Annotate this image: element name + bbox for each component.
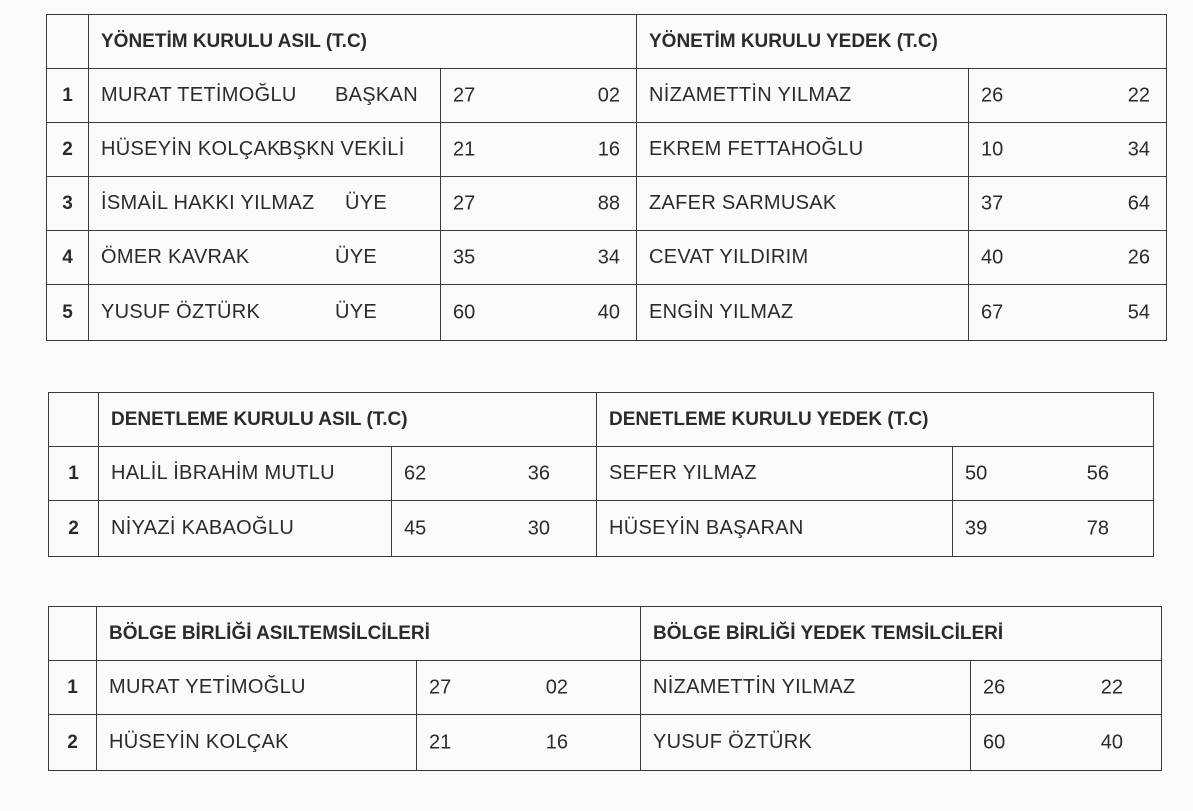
number-header-cell <box>47 15 89 69</box>
yonetim-yedek-title: YÖNETİM KURULU YEDEK (T.C) <box>637 15 1167 69</box>
row-number: 3 <box>47 177 89 231</box>
table-row <box>47 231 1167 285</box>
tc-suffix: 54 <box>1127 301 1151 323</box>
number-header-cell <box>49 393 99 447</box>
asil-member-cell <box>89 285 441 341</box>
tc-prefix: 26 <box>981 84 1004 106</box>
tc-suffix: 02 <box>545 676 569 698</box>
tc-suffix: 30 <box>527 517 551 539</box>
tc-suffix: 34 <box>597 246 620 268</box>
asil-tc-cell <box>441 285 637 341</box>
asil-member-name: HÜSEYİN KOLÇAK <box>97 715 417 771</box>
row-number: 2 <box>49 501 99 557</box>
yedek-tc-cell <box>969 285 1167 341</box>
tc-prefix: 62 <box>404 462 427 484</box>
yedek-tc-cell <box>969 231 1167 285</box>
yedek-tc-cell <box>953 447 1154 501</box>
tc-prefix: 60 <box>453 301 476 323</box>
yonetim-asil-title: YÖNETİM KURULU ASIL (T.C) <box>89 15 637 69</box>
yedek-tc-cell <box>969 177 1167 231</box>
member-name: HÜSEYİN KOLÇAK <box>101 138 281 160</box>
member-name: ÖMER KAVRAK <box>101 246 250 268</box>
table-row <box>47 285 1167 341</box>
tc-prefix: 10 <box>981 138 1004 160</box>
tc-suffix: 40 <box>1100 731 1124 753</box>
tc-suffix: 02 <box>597 84 620 106</box>
tc-suffix: 22 <box>1127 84 1151 106</box>
member-name: İSMAİL HAKKI YILMAZ <box>101 192 315 214</box>
yedek-member-name: ZAFER SARMUSAK <box>637 177 969 231</box>
tc-prefix: 27 <box>453 84 476 106</box>
yedek-tc-cell <box>969 123 1167 177</box>
tc-prefix: 35 <box>453 246 476 268</box>
tc-suffix: 22 <box>1100 676 1124 698</box>
row-number: 1 <box>47 69 89 123</box>
table-row <box>49 447 1154 501</box>
table-header-row <box>49 607 1162 661</box>
asil-member-cell <box>89 69 441 123</box>
member-role: ÜYE <box>335 301 378 323</box>
tc-suffix: 56 <box>1086 462 1110 484</box>
denetleme-yedek-title: DENETLEME KURULU YEDEK (T.C) <box>597 393 1154 447</box>
row-number: 2 <box>47 123 89 177</box>
asil-member-cell <box>89 177 441 231</box>
table-row <box>49 501 1154 557</box>
bolge-birligi-table <box>48 606 1162 771</box>
asil-tc-cell <box>441 177 637 231</box>
tc-suffix: 64 <box>1127 192 1151 214</box>
yedek-tc-cell <box>969 69 1167 123</box>
table-header-row <box>49 393 1154 447</box>
yedek-tc-cell <box>971 661 1162 715</box>
yedek-member-name: YUSUF ÖZTÜRK <box>641 715 971 771</box>
yedek-member-name: NİZAMETTİN YILMAZ <box>637 69 969 123</box>
member-name: MURAT TETİMOĞLU <box>101 84 297 106</box>
tc-prefix: 21 <box>453 138 476 160</box>
member-role: BŞKN VEKİLİ <box>279 138 405 160</box>
denetleme-kurulu-table <box>48 392 1154 557</box>
asil-member-cell <box>89 123 441 177</box>
yedek-member-name: HÜSEYİN BAŞARAN <box>597 501 953 557</box>
member-role: ÜYE <box>335 246 378 268</box>
tc-prefix: 60 <box>983 731 1006 753</box>
row-number: 2 <box>49 715 97 771</box>
asil-member-name: NİYAZİ KABAOĞLU <box>99 501 392 557</box>
tc-suffix: 16 <box>597 138 620 160</box>
tc-prefix: 45 <box>404 517 427 539</box>
tc-prefix: 37 <box>981 192 1004 214</box>
yonetim-kurulu-table <box>46 14 1167 341</box>
tc-suffix: 34 <box>1127 138 1151 160</box>
asil-member-name: MURAT YETİMOĞLU <box>97 661 417 715</box>
yedek-tc-cell <box>971 715 1162 771</box>
tc-suffix: 78 <box>1086 517 1110 539</box>
asil-tc-cell <box>417 661 641 715</box>
yedek-member-name: EKREM FETTAHOĞLU <box>637 123 969 177</box>
table-header-row <box>47 15 1167 69</box>
tc-prefix: 21 <box>429 731 452 753</box>
member-name: YUSUF ÖZTÜRK <box>101 301 261 323</box>
bolge-asil-title: BÖLGE BİRLİĞİ ASILTEMSİLCİLERİ <box>97 607 641 661</box>
member-role: BAŞKAN <box>335 84 418 106</box>
member-role: ÜYE <box>345 192 388 214</box>
asil-tc-cell <box>392 447 597 501</box>
yedek-member-name: NİZAMETTİN YILMAZ <box>641 661 971 715</box>
asil-tc-cell <box>441 231 637 285</box>
tc-prefix: 40 <box>981 246 1004 268</box>
number-header-cell <box>49 607 97 661</box>
yedek-member-name: SEFER YILMAZ <box>597 447 953 501</box>
bolge-yedek-title: BÖLGE BİRLİĞİ YEDEK TEMSİLCİLERİ <box>641 607 1162 661</box>
tc-suffix: 26 <box>1127 246 1151 268</box>
yedek-member-name: CEVAT YILDIRIM <box>637 231 969 285</box>
tc-suffix: 40 <box>597 301 620 323</box>
tc-prefix: 39 <box>965 517 988 539</box>
table-row <box>49 661 1162 715</box>
tc-suffix: 88 <box>597 192 620 214</box>
asil-tc-cell <box>392 501 597 557</box>
asil-tc-cell <box>441 69 637 123</box>
tc-prefix: 26 <box>983 676 1006 698</box>
row-number: 4 <box>47 231 89 285</box>
asil-tc-cell <box>441 123 637 177</box>
denetleme-asil-title: DENETLEME KURULU ASIL (T.C) <box>99 393 597 447</box>
tc-prefix: 27 <box>429 676 452 698</box>
tc-prefix: 27 <box>453 192 476 214</box>
yedek-member-name: ENGİN YILMAZ <box>637 285 969 341</box>
asil-tc-cell <box>417 715 641 771</box>
tc-prefix: 50 <box>965 462 988 484</box>
row-number: 5 <box>47 285 89 341</box>
table-row <box>47 177 1167 231</box>
tc-suffix: 36 <box>527 462 551 484</box>
asil-member-name: HALİL İBRAHİM MUTLU <box>99 447 392 501</box>
tc-suffix: 16 <box>545 731 569 753</box>
table-row <box>47 123 1167 177</box>
row-number: 1 <box>49 661 97 715</box>
asil-member-cell <box>89 231 441 285</box>
table-row <box>47 69 1167 123</box>
tc-prefix: 67 <box>981 301 1004 323</box>
row-number: 1 <box>49 447 99 501</box>
yedek-tc-cell <box>953 501 1154 557</box>
table-row <box>49 715 1162 771</box>
